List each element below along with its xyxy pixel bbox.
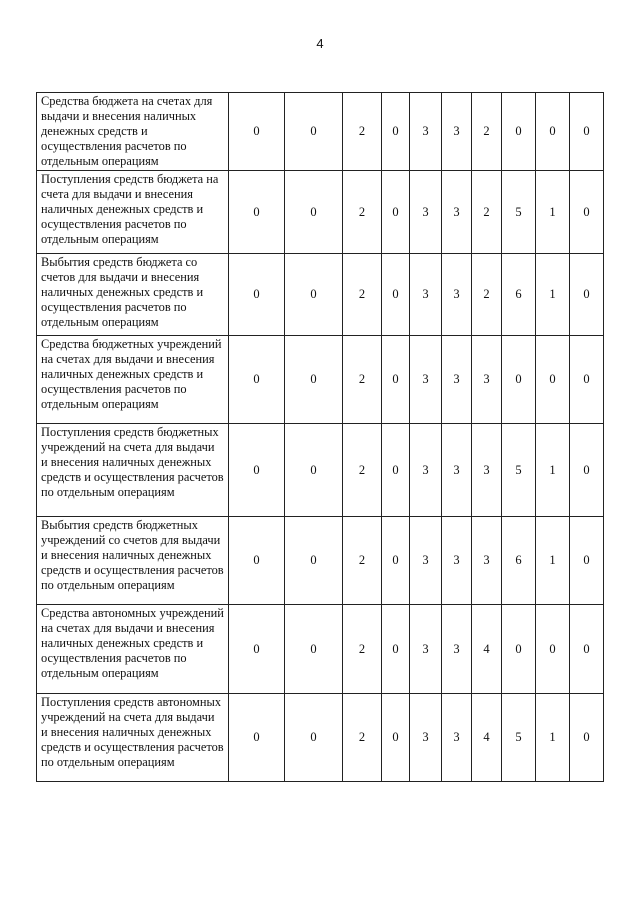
code-digit: 0 xyxy=(536,93,570,171)
table-row xyxy=(37,517,604,605)
code-digit: 3 xyxy=(442,171,472,254)
code-digit: 0 xyxy=(570,694,604,782)
row-description: Поступления средств бюджета на счета для выдачи и внесения наличных денежных средств и осуществления расчетов по отдельным операциям xyxy=(37,171,229,254)
table-row xyxy=(37,254,604,336)
code-digit: 3 xyxy=(472,424,502,517)
page-number: 4 xyxy=(316,36,324,51)
code-digit: 0 xyxy=(229,336,285,424)
code-digit: 0 xyxy=(502,336,536,424)
row-description: Выбытия средств бюджета со счетов для выдачи и внесения наличных денежных средств и осуществления расчетов по отдельным операциям xyxy=(37,254,229,336)
code-digit: 2 xyxy=(343,605,382,694)
code-digit: 0 xyxy=(285,694,343,782)
code-digit: 1 xyxy=(536,171,570,254)
code-digit: 4 xyxy=(472,605,502,694)
code-digit: 3 xyxy=(442,517,472,605)
code-digit: 0 xyxy=(285,93,343,171)
code-digit: 3 xyxy=(442,694,472,782)
table-row xyxy=(37,171,604,254)
code-digit: 0 xyxy=(382,694,410,782)
row-description: Поступления средств бюджетных учреждений на счета для выдачи и внесения наличных денежных средств и осуществления расчетов по отдельным операциям xyxy=(37,424,229,517)
row-description: Выбытия средств бюджетных учреждений со счетов для выдачи и внесения наличных денежных средств и осуществления расчетов по отдельным операциям xyxy=(37,517,229,605)
code-digit: 0 xyxy=(570,605,604,694)
code-digit: 3 xyxy=(442,336,472,424)
code-digit: 0 xyxy=(229,93,285,171)
code-digit: 0 xyxy=(382,517,410,605)
code-digit: 0 xyxy=(229,254,285,336)
code-digit: 2 xyxy=(343,424,382,517)
row-description: Средства бюджета на счетах для выдачи и внесения наличных денежных средств и осуществления расчетов по отдельным операциям xyxy=(37,93,229,171)
row-description: Поступления средств автономных учреждений на счета для выдачи и внесения наличных денежных средств и осуществления расчетов по отдельным операциям xyxy=(37,694,229,782)
code-digit: 2 xyxy=(343,336,382,424)
code-digit: 0 xyxy=(536,605,570,694)
code-digit: 0 xyxy=(382,336,410,424)
code-digit: 5 xyxy=(502,694,536,782)
code-digit: 6 xyxy=(502,517,536,605)
code-digit: 1 xyxy=(536,517,570,605)
code-digit: 0 xyxy=(382,424,410,517)
code-digit: 0 xyxy=(570,424,604,517)
table-row xyxy=(37,93,604,171)
code-digit: 3 xyxy=(410,605,442,694)
code-digit: 2 xyxy=(343,694,382,782)
code-digit: 0 xyxy=(502,605,536,694)
code-digit: 0 xyxy=(229,605,285,694)
code-digit: 3 xyxy=(410,93,442,171)
code-digit: 5 xyxy=(502,424,536,517)
code-digit: 1 xyxy=(536,424,570,517)
code-digit: 3 xyxy=(410,694,442,782)
code-digit: 0 xyxy=(285,254,343,336)
code-digit: 1 xyxy=(536,694,570,782)
code-digit: 3 xyxy=(442,93,472,171)
code-digit: 2 xyxy=(343,254,382,336)
code-digit: 0 xyxy=(229,424,285,517)
code-digit: 0 xyxy=(382,605,410,694)
code-digit: 0 xyxy=(285,171,343,254)
code-digit: 2 xyxy=(472,254,502,336)
code-digit: 3 xyxy=(472,517,502,605)
code-digit: 0 xyxy=(285,424,343,517)
code-digit: 2 xyxy=(472,93,502,171)
code-digit: 2 xyxy=(472,171,502,254)
code-digit: 3 xyxy=(410,424,442,517)
code-digit: 0 xyxy=(382,171,410,254)
code-digit: 0 xyxy=(382,254,410,336)
row-description: Средства бюджетных учреждений на счетах для выдачи и внесения наличных денежных средств и осуществления расчетов по отдельным операциям xyxy=(37,336,229,424)
code-digit: 3 xyxy=(442,605,472,694)
code-digit: 0 xyxy=(570,93,604,171)
code-digit: 0 xyxy=(229,517,285,605)
table-row xyxy=(37,424,604,517)
code-digit: 3 xyxy=(410,254,442,336)
code-digit: 0 xyxy=(570,171,604,254)
code-digit: 0 xyxy=(570,254,604,336)
code-digit: 3 xyxy=(410,336,442,424)
code-digit: 0 xyxy=(285,517,343,605)
code-digit: 0 xyxy=(382,93,410,171)
code-digit: 6 xyxy=(502,254,536,336)
code-digit: 0 xyxy=(570,517,604,605)
code-digit: 2 xyxy=(343,93,382,171)
code-digit: 4 xyxy=(472,694,502,782)
code-digit: 2 xyxy=(343,517,382,605)
code-digit: 0 xyxy=(502,93,536,171)
code-digit: 0 xyxy=(570,336,604,424)
code-digit: 0 xyxy=(229,694,285,782)
code-digit: 3 xyxy=(410,171,442,254)
code-digit: 0 xyxy=(285,605,343,694)
code-digit: 3 xyxy=(442,424,472,517)
table-row xyxy=(37,336,604,424)
table-row xyxy=(37,605,604,694)
code-digit: 0 xyxy=(285,336,343,424)
code-digit: 5 xyxy=(502,171,536,254)
row-description: Средства автономных учреждений на счетах для выдачи и внесения наличных денежных средств и осуществления расчетов по отдельным операциям xyxy=(37,605,229,694)
code-digit: 0 xyxy=(536,336,570,424)
code-digit: 0 xyxy=(229,171,285,254)
code-digit: 3 xyxy=(410,517,442,605)
code-digit: 3 xyxy=(442,254,472,336)
code-digit: 1 xyxy=(536,254,570,336)
account-codes-table xyxy=(36,92,604,782)
code-digit: 2 xyxy=(343,171,382,254)
code-digit: 3 xyxy=(472,336,502,424)
table-row xyxy=(37,694,604,782)
